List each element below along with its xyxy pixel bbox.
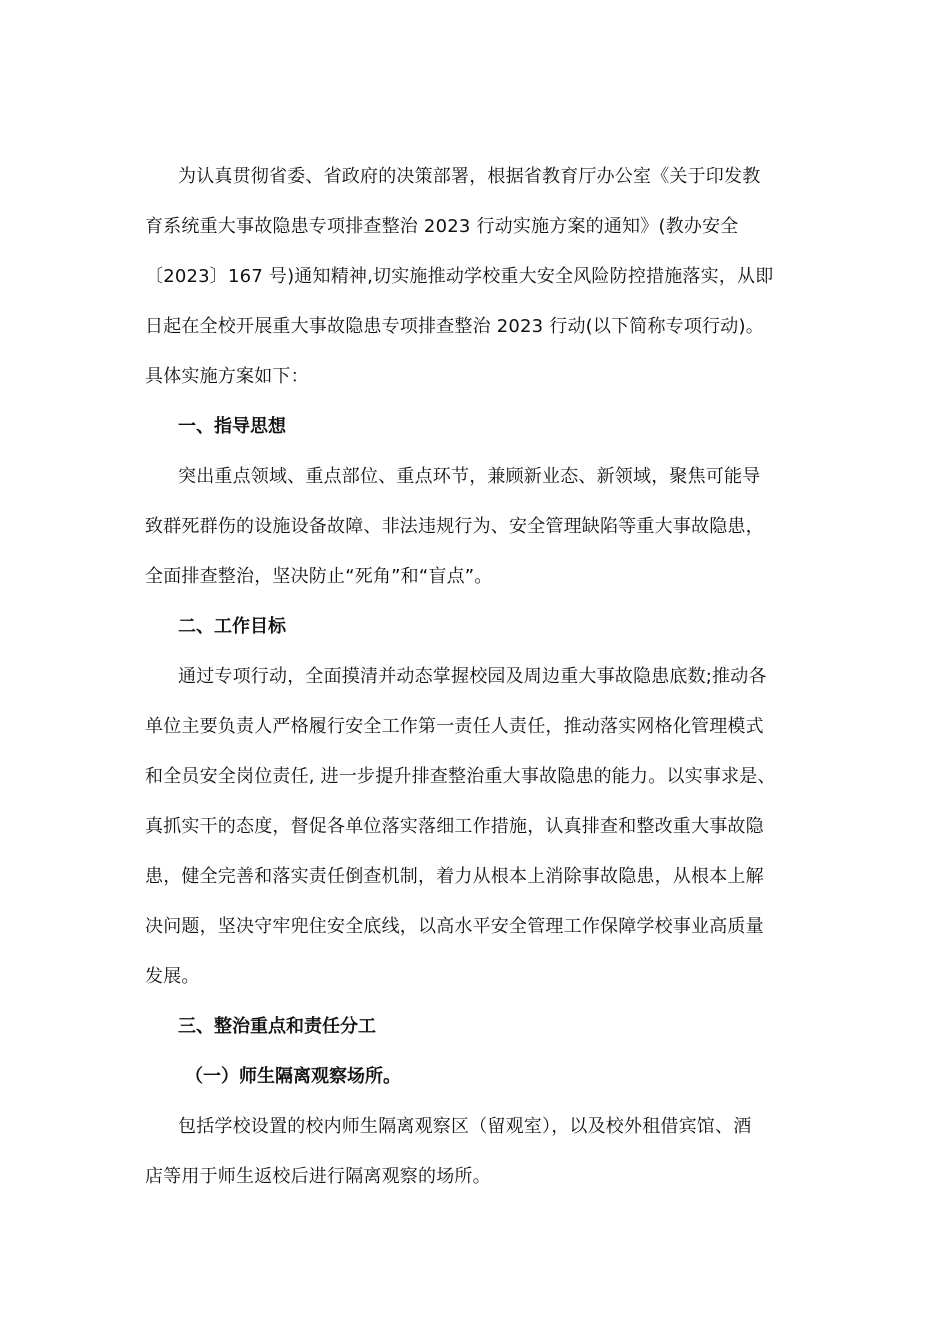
section2-line-2: 单位主要负责人严格履行安全工作第一责任人责任，推动落实网格化管理模式 — [145, 716, 764, 737]
subsection-heading-isolation-sites: （一）师生隔离观察场所。 — [185, 1066, 401, 1087]
section3-sub1-paragraph — [145, 1102, 810, 1202]
section2-line-6: 决问题，坚决守牢兜住安全底线，以高水平安全管理工作保障学校事业高质量 — [145, 916, 764, 937]
section-heading-work-goals: 二、工作目标 — [178, 616, 286, 637]
section1-line-1: 突出重点领域、重点部位、重点环节，兼顾新业态、新领域，聚焦可能导 — [178, 466, 761, 487]
section2-line-1: 通过专项行动，全面摸清并动态掌握校园及周边重大事故隐患底数;推动各 — [178, 666, 767, 687]
section1-line-2: 致群死群伤的设施设备故障、非法违规行为、安全管理缺陷等重大事故隐患， — [145, 516, 764, 537]
intro-paragraph — [145, 152, 810, 402]
section1-paragraph — [145, 452, 810, 602]
intro-line-2: 育系统重大事故隐患专项排查整治 2023 行动实施方案的通知》(教办安全 — [145, 216, 739, 237]
section-heading-key-areas: 三、整治重点和责任分工 — [178, 1016, 376, 1037]
section2-line-4: 真抓实干的态度，督促各单位落实落细工作措施，认真排查和整改重大事故隐 — [145, 816, 764, 837]
intro-line-1: 为认真贯彻省委、省政府的决策部署，根据省教育厅办公室《关于印发教 — [178, 166, 761, 187]
intro-line-3: 〔2023〕167 号)通知精神,切实施推动学校重大安全风险防控措施落实，从即 — [145, 266, 774, 287]
section2-line-5: 患，健全完善和落实责任倒查机制，着力从根本上消除事故隐患，从根本上解 — [145, 866, 764, 887]
section2-line-7: 发展。 — [145, 966, 200, 987]
section-heading-guiding-ideology: 一、指导思想 — [178, 416, 286, 437]
intro-line-4: 日起在全校开展重大事故隐患专项排查整治 2023 行动(以下简称专项行动)。 — [145, 316, 764, 337]
section3-sub1-line-2: 店等用于师生返校后进行隔离观察的场所。 — [145, 1166, 491, 1187]
section1-line-3: 全面排查整治，坚决防止“死角”和“盲点”。 — [145, 566, 493, 587]
intro-line-5: 具体实施方案如下： — [145, 366, 309, 387]
section2-line-3: 和全员安全岗位责任, 进一步提升排查整治重大事故隐患的能力。以实事求是、 — [145, 766, 776, 787]
section3-sub1-line-1: 包括学校设置的校内师生隔离观察区（留观室），以及校外租借宾馆、酒 — [178, 1116, 752, 1137]
document-body — [145, 152, 810, 1202]
section2-paragraph — [145, 652, 810, 1002]
